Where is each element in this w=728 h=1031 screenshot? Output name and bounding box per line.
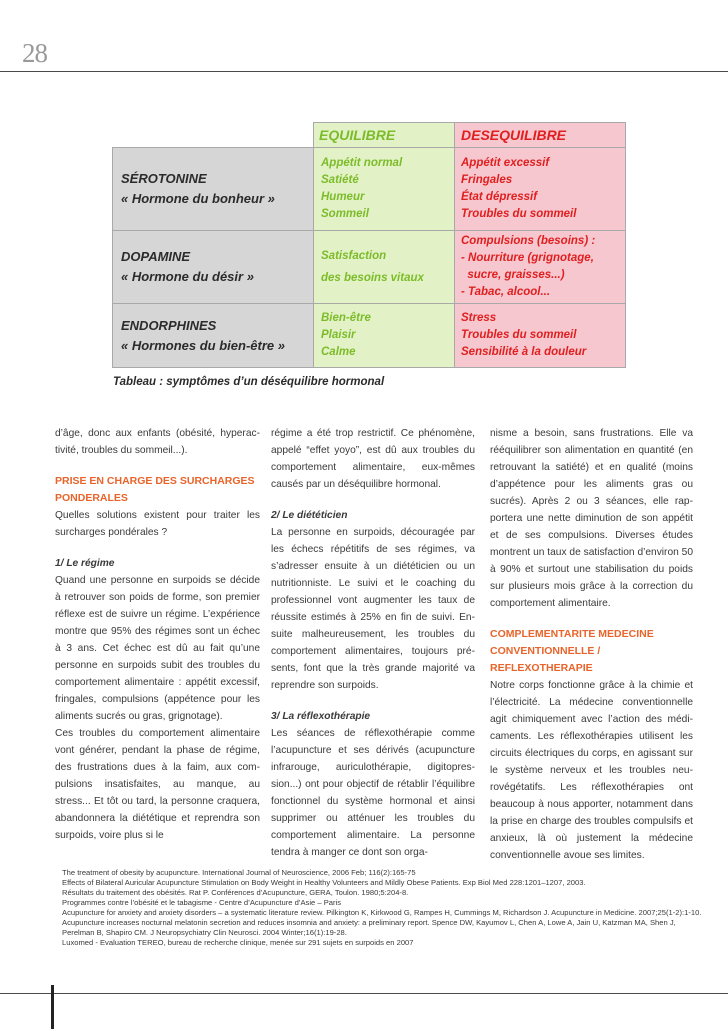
subsection-title: 2/ Le diététicien xyxy=(271,510,348,521)
hormone-table xyxy=(112,122,626,368)
symptom: État dépressif xyxy=(461,191,538,203)
section-title: PRISE EN CHARGE DES SURCHARGES PONDERALES xyxy=(55,475,255,504)
paragraph: d’âge, donc aux enfants (obésité, hyperactivité, troubles du sommeil...). xyxy=(55,428,260,456)
paragraph: Quand une personne en surpoids se décide à retrouver son poids de forme, son premier réflexe est de suivre un régime. L’expérience montre que 95% des régimes sont un échec à 3 ans. Cet échec est dû au fait qu’une personne en surpoids subit des troubles du comportement alimentaire : appétit excessif, fringales, compulsions (appétence pour les aliments sucrés ou gras, grignotage). xyxy=(55,575,260,722)
references xyxy=(62,868,702,948)
header-rule xyxy=(0,71,728,72)
reference-item: Programmes contre l’obésité et le tabagisme - Centre d’Acupuncture d’Asie – Paris xyxy=(62,898,341,907)
paragraph: Quelles solutions existent pour traiter les surcharges pondérales ? xyxy=(55,510,260,538)
symptom: Plaisir xyxy=(321,329,356,341)
table-caption: Tableau : symptômes d’un déséquilibre hormonal xyxy=(113,376,385,388)
reference-item: Luxomed - Evaluation TEREO, bureau de recherche clinique, menée sur 291 sujets en surpoids en 2007 xyxy=(62,938,414,947)
reference-item: Acupuncture for anxiety and anxiety disorders – a systematic literature review. Pilkington K, Kirkwood G, Rampes H, Cummings M, Richardson J. Acupuncture in Medicine. 2007;25(1-2):1-10. xyxy=(62,908,702,917)
desequilibre-dopamine xyxy=(454,230,626,304)
hormone-name: SÉROTONINE xyxy=(121,171,207,186)
symptom: Satisfaction xyxy=(321,249,387,262)
paragraph: régime a été trop restrictif. Ce phénomène, appelé “effet yoyo”, est dû aux troubles du comportement alimentaire, eux-mêmes causés par un déséquilibre hormonal. xyxy=(271,428,475,490)
reference-item: Résultats du traitement des obésités. Rat P. Conférences d’Acupuncture, GERA, Toulon. 1980;5:204-8. xyxy=(62,888,409,897)
symptom: Compulsions (besoins) : xyxy=(461,235,596,247)
hormone-subtitle: « Hormones du bien-être » xyxy=(121,337,285,353)
symptom: - Tabac, alcool... xyxy=(461,286,551,298)
hormone-name: ENDORPHINES xyxy=(121,317,217,333)
symptom: Bien-être xyxy=(321,312,371,324)
symptom: - Nourriture (grignotage, xyxy=(461,252,594,264)
symptom: Calme xyxy=(321,346,356,358)
row-label-dopamine xyxy=(112,230,314,304)
desequilibre-serotonine xyxy=(454,147,626,231)
subsection-title: 1/ Le régime xyxy=(55,558,115,569)
footer-rule xyxy=(0,993,728,994)
row-label-serotonine xyxy=(112,147,314,231)
header-equilibre: EQUILIBRE xyxy=(313,122,455,148)
reference-item: Effects of Bilateral Auricular Acupuncture Stimulation on Body Weight in Healthy Volunteers and Mildly Obese Patients. Exp Biol Med 228:1201–1207, 2003. xyxy=(62,878,586,887)
symptom: Appétit excessif xyxy=(461,157,550,169)
paragraph: Les séances de réflexothérapie comme l’acupuncture et ses dérivés (acupuncture infrarouge, auriculothérapie, digitopression...) ont pour objectif de rétablir l’équilibre fonctionnel du système hormonal et ainsi supprimer ou atténuer les troubles du comportement alimentaire. La personne tendra à manger ce dont son orga- xyxy=(271,728,475,858)
hormone-subtitle: « Hormone du bonheur » xyxy=(121,191,275,206)
header-desequilibre: DESEQUILIBRE xyxy=(454,122,626,148)
symptom: sucre, graisses...) xyxy=(461,269,565,281)
symptom: Troubles du sommeil xyxy=(461,208,577,220)
hormone-subtitle: « Hormone du désir » xyxy=(121,269,254,284)
equilibre-dopamine xyxy=(313,230,455,304)
section-title: COMPLEMENTARITE MEDECINE CONVENTIONNELLE / REFLEXOTHERAPIE xyxy=(490,628,654,674)
reference-item: Acupuncture increases nocturnal melatonin secretion and reduces insomnia and anxiety: a preliminary report. Spence DW, Kayumov L, Chen A, Lowe A, Jain U, Katzman MA, Shen J, Perelman B, Shapiro CM. J Neuropsychiatry Clin Neurosci. 2004 Winter;16(1):19-28. xyxy=(62,918,676,937)
text-column-2 xyxy=(271,425,475,861)
symptom: Humeur xyxy=(321,191,365,203)
equilibre-serotonine xyxy=(313,147,455,231)
reference-item: The treatment of obesity by acupuncture. International Journal of Neuroscience, 2006 Feb; 116(2):165-75 xyxy=(62,868,416,877)
symptom: des besoins vitaux xyxy=(321,271,424,284)
text-column-3 xyxy=(490,425,693,864)
symptom: Satiété xyxy=(321,174,359,186)
desequilibre-endorphines xyxy=(454,303,626,368)
symptom: Sommeil xyxy=(321,208,369,220)
row-label-endorphines xyxy=(112,303,314,368)
paragraph: Notre corps fonctionne grâce à la chimie et l’électricité. La médecine conventionnelle agit chimiquement avec l’action des médicaments. Les réflexothérapies utilisent les circuits électriques du corps, en agissant sur le système nerveux et les troubles neurovégétatifs. Les réflexothérapies ont beaucoup à nous apporter, notamment dans la prise en charge des troubles compulsifs et anxieux, là où justement la médecine conventionnelle avoue ses limites. xyxy=(490,680,693,861)
paragraph: nisme a besoin, sans frustrations. Elle va rééquilibrer son alimentation en quantité (en retrouvant la satiété) et en qualité (moins d’appétence pour les aliments gras ou sucrés). Après 2 ou 3 séances, elle rapportera une nette diminution de son appétit et de ses compulsions. Diverses études montrent un taux de satisfaction d’environ 50 à 90% et surtout une stabilisation du poids sur plusieurs mois grâce à la correction du comportement alimentaire. xyxy=(490,428,693,609)
paragraph: La personne en surpoids, découragée par les échecs répétitifs de ses régimes, va s’adresser ensuite à un diététicien ou un nutritionniste. Le suivi et le coaching du professionnel vont augmenter les taux de réussite estimés à 25% en fin de suivi. Ensuite malheureusement, les troubles du comportement alimentaires, toujours présents, font que la très grande majorité va reprendre son surpoids. xyxy=(271,527,475,691)
symptom: Stress xyxy=(461,312,497,324)
symptom: Sensibilité à la douleur xyxy=(461,346,587,358)
footer-bar xyxy=(51,985,54,1029)
page-number: 28 xyxy=(22,38,47,68)
text-column-1 xyxy=(55,425,260,844)
equilibre-endorphines xyxy=(313,303,455,368)
symptom: Appétit normal xyxy=(321,157,403,169)
symptom: Fringales xyxy=(461,174,513,186)
hormone-name: DOPAMINE xyxy=(121,249,191,264)
subsection-title: 3/ La réflexothérapie xyxy=(271,711,371,722)
symptom: Troubles du sommeil xyxy=(461,329,577,341)
paragraph: Ces troubles du comportement alimentaire vont générer, pendant la phase de régime, des frustrations dues à la faim, aux compulsions insatisfaites, au manque, au stress... Et tôt ou tard, la personne craquera, abandonnera la diététique et reprendra son surpoids, voire plus si le xyxy=(55,728,260,841)
